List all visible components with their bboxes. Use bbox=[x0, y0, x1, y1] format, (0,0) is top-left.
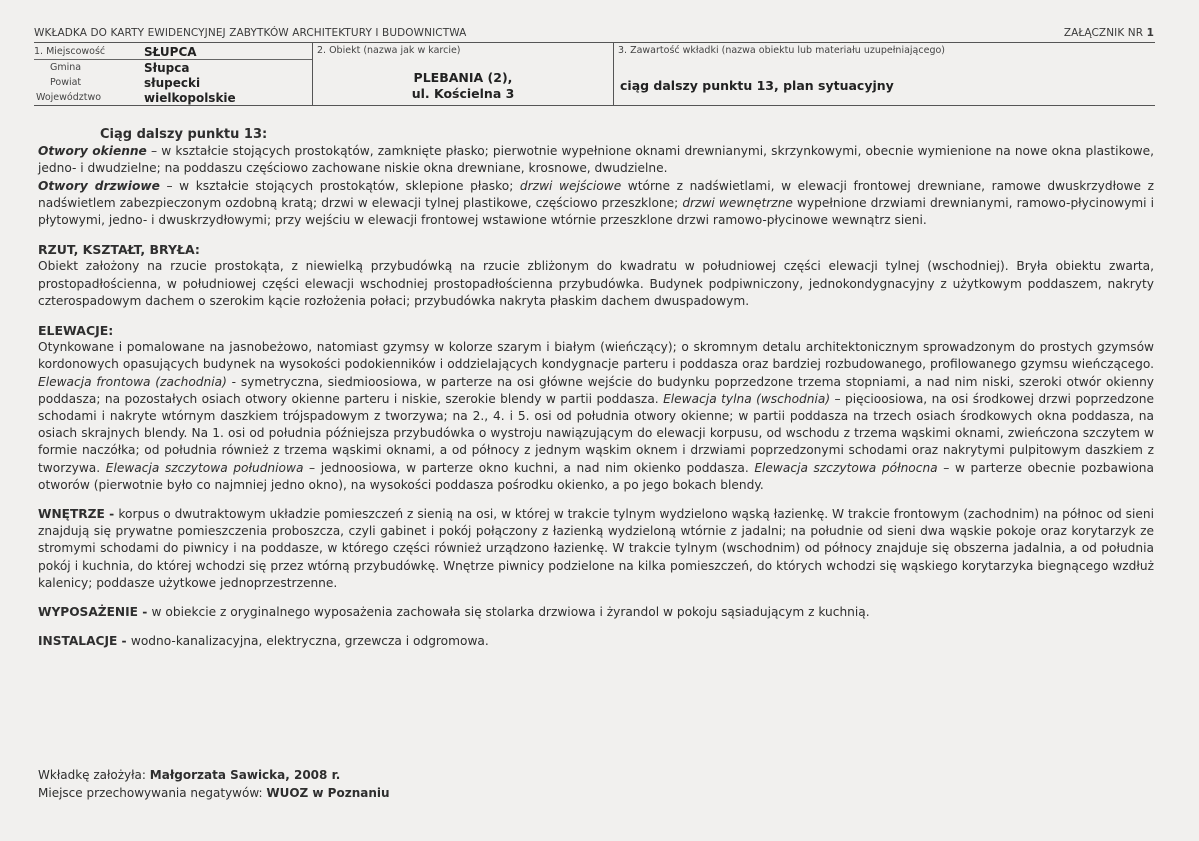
header-table bbox=[34, 42, 1155, 106]
wnetrze-heading: WNĘTRZE - bbox=[38, 507, 119, 522]
elewacje-heading: ELEWACJE: bbox=[38, 323, 114, 339]
miejscowosc-value: SŁUPCA bbox=[144, 45, 197, 59]
wyposazenie-text: w obiekcie z oryginalnego wyposażenia zachowała się stolarka drzwiowa i żyrandol w pokoju sąsiadującym z kuchnią. bbox=[151, 605, 870, 620]
object-name: PLEBANIA (2), bbox=[413, 70, 513, 85]
windows-term: Otwory okienne bbox=[38, 144, 147, 159]
negatives-line: Miejsce przechowywania negatywów: WUOZ w Poznaniu bbox=[38, 786, 390, 800]
row-divider bbox=[34, 59, 312, 60]
object-address: ul. Kościelna 3 bbox=[411, 86, 515, 101]
north-gable-term: Elewacja szczytowa północna bbox=[754, 460, 938, 475]
location-cell bbox=[34, 43, 312, 105]
negatives-location: WUOZ w Poznaniu bbox=[266, 786, 390, 800]
contents-label: 3. Zawartość wkładki (nazwa obiektu lub materiału uzupełniającego) bbox=[618, 45, 945, 56]
windows-paragraph: Otwory okienne – w kształcie stojących prostokątów, zamknięte płasko; pierwotnie wypełnione oknami drewnianymi, skrzynkowymi, obecnie wymienione na nowe okna plastikowe, jedno- i dwudzielne; na poddaszu częściowo zachowane niskie okna drewniane, krosnowe, dwudzielne. bbox=[38, 144, 1154, 176]
doors-paragraph: Otwory drzwiowe – w kształcie stojących prostokątów, sklepione płasko; drzwi wejściowe wtórne z nadświetlami, w elewacji frontowej drewniane, ramowe dwuskrzydłowe z nadświetlem zabezpieczonym ozdobną kratą; drzwi w elewacji tylnej plastikowe, częściowo przeszklone; drzwi wewnętrzne wypełnione drzwiami drewnianymi, ramowo-płycinowymi i płytowymi, jedno- i dwuskrzydłowymi; przy wejściu w elewacji frontowej wstawione wtórnie przeszklone drzwi ramowo-płycinowe wewnątrz sieni. bbox=[38, 178, 1154, 228]
interior-doors-term: drzwi wewnętrzne bbox=[682, 195, 793, 210]
instalacje-heading: INSTALACJE - bbox=[38, 634, 131, 649]
annex-label: ZAŁĄCZNIK NR 1 bbox=[1063, 27, 1154, 39]
miejscowosc-label: 1. Miejscowość bbox=[34, 46, 106, 57]
instalacje-text: wodno-kanalizacyjna, elektryczna, grzewcza i odgromowa. bbox=[130, 634, 489, 649]
rear-elevation-term: Elewacja tylna (wschodnia) bbox=[663, 391, 831, 406]
wojewodztwo-label: Województwo bbox=[36, 92, 102, 103]
gmina-value: Słupca bbox=[144, 61, 190, 75]
continuation-heading: Ciąg dalszy punktu 13: bbox=[100, 127, 268, 142]
front-elevation-term: Elewacja frontowa (zachodnia) bbox=[38, 374, 227, 389]
wyposazenie-heading: WYPOSAŻENIE - bbox=[38, 605, 152, 620]
author-name: Małgorzata Sawicka, 2008 r. bbox=[149, 768, 341, 782]
rzut-section bbox=[38, 241, 1154, 310]
rzut-text: Obiekt założony na rzucie prostokąta, z niewielką przybudówką na rzucie zbliżonym do kwadratu w południowej części elewacji tylnej (wschodniej). Bryła obiektu zwarta, prostopadłościenna, w południowej części elewacji wschodniej prostopadłościenna przybudówka. Budynek podpiwniczony, jednokondygnacyjny z użytkowym poddaszem, nakryty czterospadowym dachem o szerokim kącie rozłożenia połaci; przybudówka nakryta płaskim dachem dwuspadowym. bbox=[38, 259, 1154, 308]
annex-number: 1 bbox=[1146, 27, 1154, 39]
instalacje-section bbox=[38, 633, 1154, 650]
entrance-doors-term: drzwi wejściowe bbox=[519, 178, 622, 193]
doors-term: Otwory drzwiowe bbox=[38, 178, 160, 193]
object-cell bbox=[312, 43, 613, 105]
contents-cell bbox=[613, 43, 1156, 105]
south-gable-term: Elewacja szczytowa południowa bbox=[105, 460, 304, 475]
powiat-value: słupecki bbox=[144, 76, 201, 90]
author-line: Wkładkę założyła: Małgorzata Sawicka, 2008 r. bbox=[38, 768, 341, 782]
gmina-label: Gmina bbox=[50, 62, 82, 73]
document-body bbox=[38, 126, 1154, 650]
wnetrze-text: korpus o dwutraktowym układzie pomieszczeń z sienią na osi, w której w trakcie tylnym wydzielono wąską łazienkę. W trakcie frontowym (zachodnim) na północ od sieni znajdują się prywatne pomieszczenia proboszcza, czyli gabinet i pokój połączony z łazienką wydzieloną wtórnie z jadalni; na południe od sieni dwa wąskie pokoje oraz korytarzyk ze stromymi schodami do piwnicy i na poddasze, w którego części również urządzono łazienkę. W trakcie tylnym (wschodnim) od północy znajduje się obszerna jadalnia, a od południa pokój i kuchnia, do której wchodzi się przez wtórną przybudówkę. Wnętrze piwnicy podzielone na kilka pomieszczeń, do których wchodzi się wąskiego korytarzyka biegnącego wzdłuż kalenicy; poddasze użytkowe jednoprzestrzenne. bbox=[38, 507, 1155, 590]
form-title: WKŁADKA DO KARTY EWIDENCYJNEJ ZABYTKÓW ARCHITEKTURY I BUDOWNICTWA bbox=[34, 27, 467, 39]
powiat-label: Powiat bbox=[50, 77, 82, 88]
object-label: 2. Obiekt (nazwa jak w karcie) bbox=[317, 45, 461, 56]
elewacje-section: ELEWACJE: Otynkowane i pomalowane na jasnobeżowo, natomiast gzymsy w kolorze szarym i białym (wieńczący); o skromnym detalu architektonicznym sprowadzonym do prostych gzymsów kordonowych opasujących budynek na wysokości podokienników i oddzielających kondygnacje parteru i poddasza oraz bardziej rozbudowanego, profilowanego gzymsu wieńczącego. Elewacja frontowa (zachodnia) - symetryczna, siedmioosiowa, w parterze na osi główne wejście do budynku poprzedzone trzema stopniami, a nad nim niski, szeroki otwór okienny poddasza; na pozostałych osiach otwory okienne parteru i niskie, szerokie blendy w partii poddasza. Elewacja tylna (wschodnia) – pięcioosiowa, na osi środkowej drzwi poprzedzone schodami i nakryte wtórnym daszkiem trójspadowym z tworzywa; na 2., 4. i 5. osi od południa otwory okienne; w partii poddasza na trzech osiach środkowych okna poddasza, na osiach skrajnych blendy. Na 1. osi od południa późniejsza przybudówka o wystroju nawiązującym do elewacji korpusu, od wschodu z trzema wąskimi oknami, zwieńczona szczytem w formie naczółka; od południa również z trzema wąskimi oknami, a od północy z jednym wąskim oknem i drzwiami poprzedzonymi schodami oraz nakrytymi pulpitowym daszkiem z tworzywa. Elewacja szczytowa południowa – jednoosiowa, w parterze okno kuchni, a nad nim okienko poddasza. Elewacja szczytowa północna – w parterze obecnie pozbawiona otworów (pierwotnie było co najmniej jedno okno), na wysokości poddasza pośrodku okienko, a po jego bokach blendy. bbox=[38, 323, 1155, 492]
footer bbox=[38, 766, 390, 802]
rzut-heading: RZUT, KSZTAŁT, BRYŁA: bbox=[38, 242, 200, 258]
wyposazenie-section bbox=[38, 604, 1154, 621]
contents-value: ciąg dalszy punktu 13, plan sytuacyjny bbox=[620, 78, 894, 93]
wnetrze-section bbox=[38, 506, 1154, 592]
wojewodztwo-value: wielkopolskie bbox=[144, 91, 236, 105]
